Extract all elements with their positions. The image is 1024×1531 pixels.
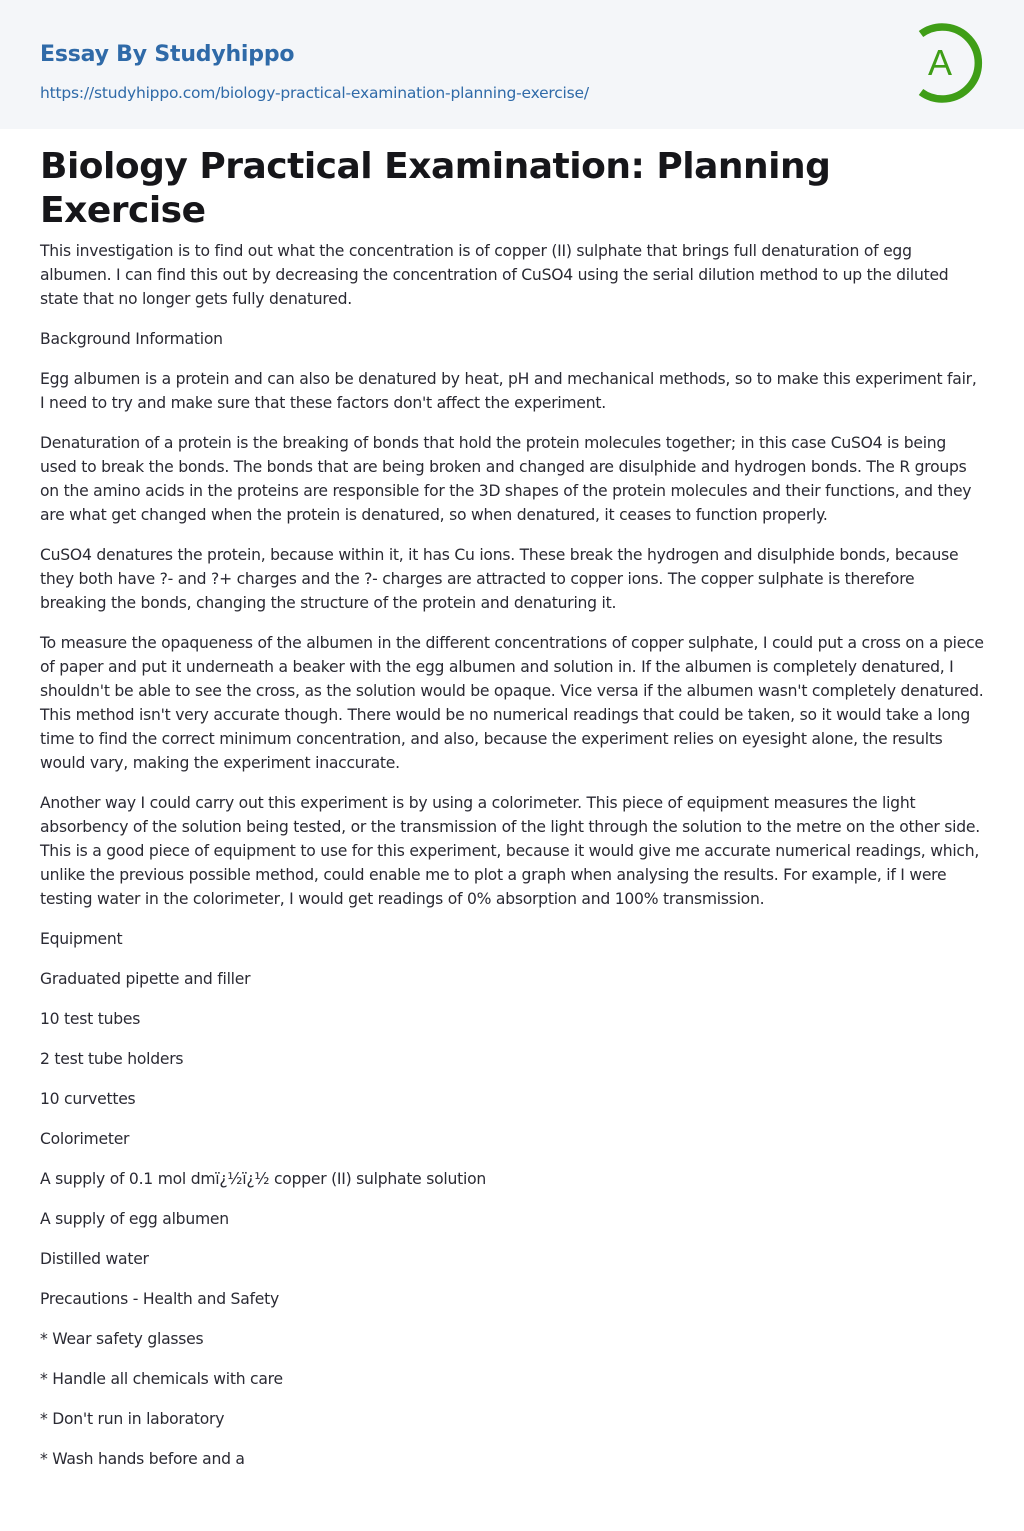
equipment-item: Distilled water (40, 1250, 149, 1268)
precaution-item: * Wash hands before and a (40, 1450, 245, 1468)
paragraph: CuSO4 denatures the protein, because within it, it has Cu ions. These break the hydrogen and disulphide bonds, because they both have ?- and ?+ charges and the ?- charges are attracted to copper ions. The copper sulphate is therefore breaking the bonds, changing the structure of the protein and denaturing it. (40, 546, 959, 612)
equipment-item: 10 curvettes (40, 1090, 136, 1108)
paragraph: Another way I could carry out this experiment is by using a colorimeter. This piece of equipment measures the light absorbency of the solution being tested, or the transmission of the light through the solution to the metre on the other side. This is a good piece of equipment to use for this experiment, because it would give me accurate numerical readings, which, unlike the previous possible method, could enable me to plot a graph when analysing the results. For example, if I were testing water in the colorimeter, I would get readings of 0% absorption and 100% transmission. (40, 794, 980, 908)
equipment-item: Graduated pipette and filler (40, 970, 251, 988)
equipment-item: A supply of egg albumen (40, 1210, 229, 1228)
section-heading-background: Background Information (40, 330, 223, 348)
brand-title[interactable]: Essay By Studyhippo (40, 42, 295, 67)
intro-paragraph: This investigation is to find out what the concentration is of copper (II) sulphate that brings full denaturation of egg albumen. I can find this out by decreasing the concentration of CuSO4 using the serial dilution method to up the diluted state that no longer gets fully denatured. (40, 242, 949, 308)
equipment-item: 10 test tubes (40, 1010, 141, 1028)
equipment-item: A supply of 0.1 mol dmï¿½ï¿½ copper (II) sulphate solution (40, 1170, 486, 1188)
source-url-link[interactable]: https://studyhippo.com/biology-practical-examination-planning-exercise/ (40, 84, 589, 102)
section-heading-equipment: Equipment (40, 930, 123, 948)
paragraph: Egg albumen is a protein and can also be denatured by heat, pH and mechanical methods, so to make this experiment fair, I need to try and make sure that these factors don't affect the experiment. (40, 370, 977, 412)
article (0, 129, 1024, 1471)
page-title: Biology Practical Examination: Planning Exercise (40, 146, 831, 231)
studyhippo-logo-icon[interactable] (912, 20, 986, 106)
section-heading-precautions: Precautions - Health and Safety (40, 1290, 279, 1308)
equipment-item: Colorimeter (40, 1130, 130, 1148)
precaution-item: * Don't run in laboratory (40, 1410, 225, 1428)
site-header (0, 0, 1024, 129)
precaution-item: * Handle all chemicals with care (40, 1370, 283, 1388)
equipment-item: 2 test tube holders (40, 1050, 184, 1068)
logo-letter: A (927, 42, 953, 83)
paragraph: To measure the opaqueness of the albumen in the different concentrations of copper sulphate, I could put a cross on a piece of paper and put it underneath a beaker with the egg albumen and solution in. If the albumen is completely denatured, I shouldn't be able to see the cross, as the solution would be opaque. Vice versa if the albumen wasn't completely denatured. This method isn't very accurate though. There would be no numerical readings that could be taken, so it would take a long time to find the correct minimum concentration, and also, because the experiment relies on eyesight alone, the results would vary, making the experiment inaccurate. (40, 634, 984, 772)
paragraph: Denaturation of a protein is the breaking of bonds that hold the protein molecules together; in this case CuSO4 is being used to break the bonds. The bonds that are being broken and changed are disulphide and hydrogen bonds. The R groups on the amino acids in the proteins are responsible for the 3D shapes of the protein molecules and their functions, and they are what get changed when the protein is denatured, so when denatured, it ceases to function properly. (40, 434, 972, 524)
article-body (40, 239, 984, 1471)
precaution-item: * Wear safety glasses (40, 1330, 204, 1348)
